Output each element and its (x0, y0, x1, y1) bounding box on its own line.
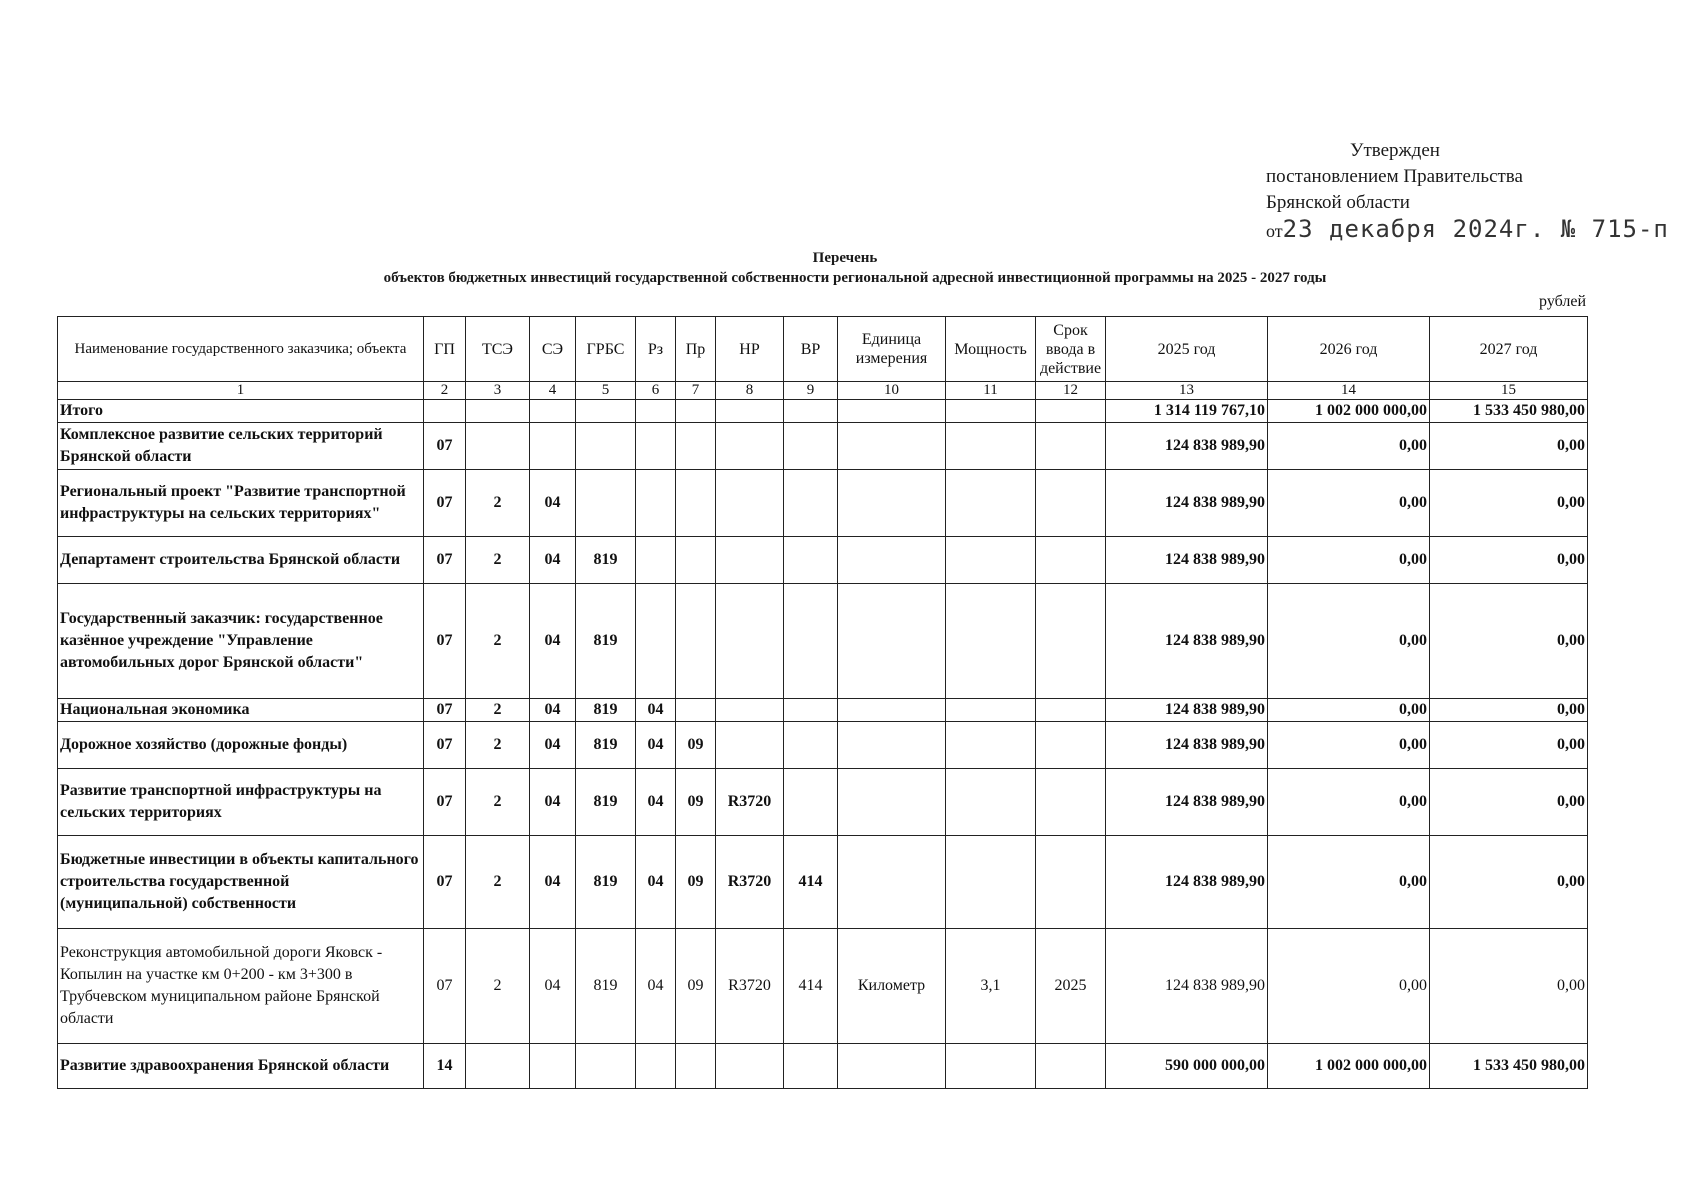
code-cell: 3,1 (946, 929, 1036, 1044)
code-cell (838, 722, 946, 769)
table-row (58, 470, 1588, 537)
object-name-cell: Дорожное хозяйство (дорожные фонды) (58, 722, 424, 769)
code-cell (838, 699, 946, 722)
approval-date: 23 декабря 2024 (1282, 215, 1515, 243)
header-se: СЭ (530, 317, 576, 382)
code-cell (716, 470, 784, 537)
code-cell (784, 769, 838, 836)
header-gp: ГП (424, 317, 466, 382)
code-cell: 04 (530, 836, 576, 929)
object-name-cell: Бюджетные инвестиции в объекты капитального строительства государственной (муниципальной) собственности (58, 836, 424, 929)
column-number: 9 (784, 382, 838, 400)
approval-heading: Утвержден (1350, 140, 1440, 161)
code-cell: 04 (530, 470, 576, 537)
object-name-cell: Государственный заказчик: государственное казённое учреждение "Управление автомобильных дорог Брянской области" (58, 584, 424, 699)
code-cell (838, 537, 946, 584)
code-cell (838, 769, 946, 836)
amount-cell: 124 838 989,90 (1106, 423, 1268, 470)
code-cell (636, 423, 676, 470)
code-cell: 2 (466, 769, 530, 836)
header-grbs: ГРБС (576, 317, 636, 382)
code-cell: 14 (424, 1044, 466, 1089)
code-cell: 09 (676, 929, 716, 1044)
code-cell (1036, 722, 1106, 769)
column-number: 11 (946, 382, 1036, 400)
code-cell: 819 (576, 929, 636, 1044)
table-row (58, 769, 1588, 836)
amount-cell: 0,00 (1430, 722, 1588, 769)
amount-cell: 124 838 989,90 (1106, 722, 1268, 769)
code-cell (576, 423, 636, 470)
code-cell (636, 1044, 676, 1089)
column-number: 14 (1268, 382, 1430, 400)
amount-cell: 1 002 000 000,00 (1268, 400, 1430, 423)
code-cell (576, 470, 636, 537)
column-number: 8 (716, 382, 784, 400)
amount-cell: 0,00 (1430, 537, 1588, 584)
code-cell: 2 (466, 537, 530, 584)
header-2026: 2026 год (1268, 317, 1430, 382)
code-cell (530, 1044, 576, 1089)
column-number: 5 (576, 382, 636, 400)
code-cell: 04 (530, 699, 576, 722)
code-cell: 07 (424, 699, 466, 722)
units-label: рублей (1539, 293, 1586, 310)
code-cell: 07 (424, 929, 466, 1044)
object-name-cell: Национальная экономика (58, 699, 424, 722)
object-name-cell: Региональный проект "Развитие транспортной инфраструктуры на сельских территориях" (58, 470, 424, 537)
object-name-cell: Комплексное развитие сельских территорий Брянской области (58, 423, 424, 470)
code-cell (784, 400, 838, 423)
code-cell (676, 537, 716, 584)
code-cell (946, 699, 1036, 722)
code-cell: 07 (424, 836, 466, 929)
code-cell: 04 (530, 769, 576, 836)
code-cell: 819 (576, 537, 636, 584)
code-cell: 819 (576, 584, 636, 699)
amount-cell: 124 838 989,90 (1106, 699, 1268, 722)
amount-cell: 0,00 (1268, 423, 1430, 470)
column-number: 4 (530, 382, 576, 400)
code-cell (784, 699, 838, 722)
code-cell (716, 584, 784, 699)
code-cell (716, 699, 784, 722)
amount-cell: 0,00 (1430, 423, 1588, 470)
column-number-row (58, 382, 1588, 400)
code-cell (676, 470, 716, 537)
code-cell: 2 (466, 929, 530, 1044)
table-row (58, 722, 1588, 769)
approval-number: г. № 715-п (1514, 215, 1669, 243)
header-nr: НР (716, 317, 784, 382)
column-number: 3 (466, 382, 530, 400)
code-cell: 819 (576, 722, 636, 769)
amount-cell: 0,00 (1268, 537, 1430, 584)
code-cell (530, 423, 576, 470)
approval-line-2: постановлением Правительства (1266, 166, 1523, 187)
table-row (58, 1044, 1588, 1089)
header-name: Наименование государственного заказчика; объекта (58, 317, 424, 382)
header-pr: Пр (676, 317, 716, 382)
code-cell: 07 (424, 584, 466, 699)
table-row (58, 584, 1588, 699)
code-cell: 07 (424, 423, 466, 470)
code-cell: 414 (784, 929, 838, 1044)
code-cell: 09 (676, 722, 716, 769)
code-cell: 2 (466, 722, 530, 769)
code-cell: R3720 (716, 769, 784, 836)
code-cell: 04 (530, 722, 576, 769)
code-cell (838, 584, 946, 699)
code-cell (784, 537, 838, 584)
code-cell (636, 470, 676, 537)
header-2025: 2025 год (1106, 317, 1268, 382)
code-cell (676, 400, 716, 423)
code-cell (946, 537, 1036, 584)
code-cell (946, 1044, 1036, 1089)
code-cell (466, 423, 530, 470)
amount-cell: 124 838 989,90 (1106, 470, 1268, 537)
code-cell (946, 836, 1036, 929)
code-cell (838, 470, 946, 537)
code-cell (636, 400, 676, 423)
amount-cell: 0,00 (1268, 929, 1430, 1044)
code-cell (424, 400, 466, 423)
code-cell: 07 (424, 769, 466, 836)
code-cell (676, 423, 716, 470)
header-vr: ВР (784, 317, 838, 382)
column-number: 6 (636, 382, 676, 400)
amount-cell: 0,00 (1268, 470, 1430, 537)
code-cell: R3720 (716, 836, 784, 929)
code-cell (838, 400, 946, 423)
amount-cell: 0,00 (1430, 699, 1588, 722)
amount-cell: 1 002 000 000,00 (1268, 1044, 1430, 1089)
code-cell (1036, 423, 1106, 470)
code-cell (676, 1044, 716, 1089)
column-number: 10 (838, 382, 946, 400)
amount-cell: 0,00 (1430, 836, 1588, 929)
object-name-cell: Реконструкция автомобильной дороги Яковск - Копылин на участке км 0+200 - км 3+300 в Трубчевском муниципальном районе Брянской области (58, 929, 424, 1044)
table-row (58, 836, 1588, 929)
code-cell (716, 1044, 784, 1089)
investment-table (57, 316, 1588, 1089)
amount-cell: 0,00 (1268, 722, 1430, 769)
code-cell (676, 584, 716, 699)
code-cell: 04 (530, 584, 576, 699)
amount-cell: 0,00 (1430, 929, 1588, 1044)
column-number: 1 (58, 382, 424, 400)
code-cell: 2 (466, 836, 530, 929)
code-cell (946, 769, 1036, 836)
code-cell (530, 400, 576, 423)
document-subtitle: объектов бюджетных инвестиций государственной собственности региональной адресной инвестиционной программы на 2025 - 2027 годы (383, 270, 1327, 286)
code-cell: 2 (466, 699, 530, 722)
code-cell: 04 (530, 929, 576, 1044)
object-name-cell: Развитие транспортной инфраструктуры на сельских территориях (58, 769, 424, 836)
object-name-cell: Итого (58, 400, 424, 423)
header-capacity: Мощность (946, 317, 1036, 382)
code-cell (946, 423, 1036, 470)
code-cell (716, 423, 784, 470)
header-row (58, 317, 1588, 382)
code-cell (1036, 836, 1106, 929)
code-cell (576, 1044, 636, 1089)
code-cell (946, 584, 1036, 699)
code-cell (784, 1044, 838, 1089)
total-row (58, 400, 1588, 423)
header-commission-date: Срок ввода в действие (1036, 317, 1106, 382)
code-cell (1036, 400, 1106, 423)
code-cell (784, 584, 838, 699)
amount-cell: 0,00 (1430, 769, 1588, 836)
code-cell (1036, 537, 1106, 584)
code-cell: 04 (636, 769, 676, 836)
code-cell (1036, 584, 1106, 699)
header-unit: Единица измерения (838, 317, 946, 382)
code-cell: 04 (636, 929, 676, 1044)
column-number: 7 (676, 382, 716, 400)
amount-cell: 0,00 (1268, 584, 1430, 699)
code-cell (838, 423, 946, 470)
amount-cell: 124 838 989,90 (1106, 537, 1268, 584)
code-cell (784, 423, 838, 470)
code-cell: 04 (636, 699, 676, 722)
code-cell: 2025 (1036, 929, 1106, 1044)
code-cell (716, 537, 784, 584)
code-cell (946, 400, 1036, 423)
code-cell: 819 (576, 836, 636, 929)
code-cell: R3720 (716, 929, 784, 1044)
amount-cell: 1 533 450 980,00 (1430, 1044, 1588, 1089)
code-cell (784, 470, 838, 537)
amount-cell: 0,00 (1268, 836, 1430, 929)
amount-cell: 0,00 (1268, 699, 1430, 722)
amount-cell: 124 838 989,90 (1106, 769, 1268, 836)
code-cell: Километр (838, 929, 946, 1044)
code-cell: 07 (424, 537, 466, 584)
code-cell: 07 (424, 722, 466, 769)
code-cell: 2 (466, 470, 530, 537)
approval-line-3: Брянской области (1266, 192, 1410, 213)
code-cell (1036, 1044, 1106, 1089)
object-name-cell: Развитие здравоохранения Брянской области (58, 1044, 424, 1089)
code-cell (1036, 470, 1106, 537)
approval-date-line (1266, 216, 1669, 244)
code-cell (676, 699, 716, 722)
code-cell (466, 1044, 530, 1089)
header-rz: Рз (636, 317, 676, 382)
code-cell (1036, 769, 1106, 836)
amount-cell: 0,00 (1430, 470, 1588, 537)
header-tse: ТСЭ (466, 317, 530, 382)
code-cell (1036, 699, 1106, 722)
code-cell: 09 (676, 836, 716, 929)
code-cell: 04 (636, 836, 676, 929)
table-row (58, 929, 1588, 1044)
code-cell (838, 836, 946, 929)
code-cell: 819 (576, 699, 636, 722)
amount-cell: 1 314 119 767,10 (1106, 400, 1268, 423)
code-cell (576, 400, 636, 423)
code-cell: 09 (676, 769, 716, 836)
object-name-cell: Департамент строительства Брянской области (58, 537, 424, 584)
amount-cell: 1 533 450 980,00 (1430, 400, 1588, 423)
amount-cell: 124 838 989,90 (1106, 929, 1268, 1044)
approval-stamp (1266, 138, 1669, 244)
column-number: 12 (1036, 382, 1106, 400)
code-cell: 04 (636, 722, 676, 769)
code-cell: 04 (530, 537, 576, 584)
table-row (58, 537, 1588, 584)
amount-cell: 0,00 (1268, 769, 1430, 836)
table-row (58, 423, 1588, 470)
code-cell: 07 (424, 470, 466, 537)
column-number: 13 (1106, 382, 1268, 400)
code-cell (636, 537, 676, 584)
document-title: Перечень (812, 250, 878, 266)
code-cell (838, 1044, 946, 1089)
column-number: 2 (424, 382, 466, 400)
code-cell (784, 722, 838, 769)
code-cell (636, 584, 676, 699)
column-number: 15 (1430, 382, 1588, 400)
amount-cell: 124 838 989,90 (1106, 584, 1268, 699)
code-cell (946, 722, 1036, 769)
code-cell: 819 (576, 769, 636, 836)
code-cell (466, 400, 530, 423)
table-row (58, 699, 1588, 722)
amount-cell: 124 838 989,90 (1106, 836, 1268, 929)
amount-cell: 590 000 000,00 (1106, 1044, 1268, 1089)
code-cell (716, 400, 784, 423)
code-cell (946, 470, 1036, 537)
code-cell: 414 (784, 836, 838, 929)
code-cell: 2 (466, 584, 530, 699)
code-cell (716, 722, 784, 769)
approval-date-prefix: от (1266, 221, 1283, 241)
header-2027: 2027 год (1430, 317, 1588, 382)
amount-cell: 0,00 (1430, 584, 1588, 699)
